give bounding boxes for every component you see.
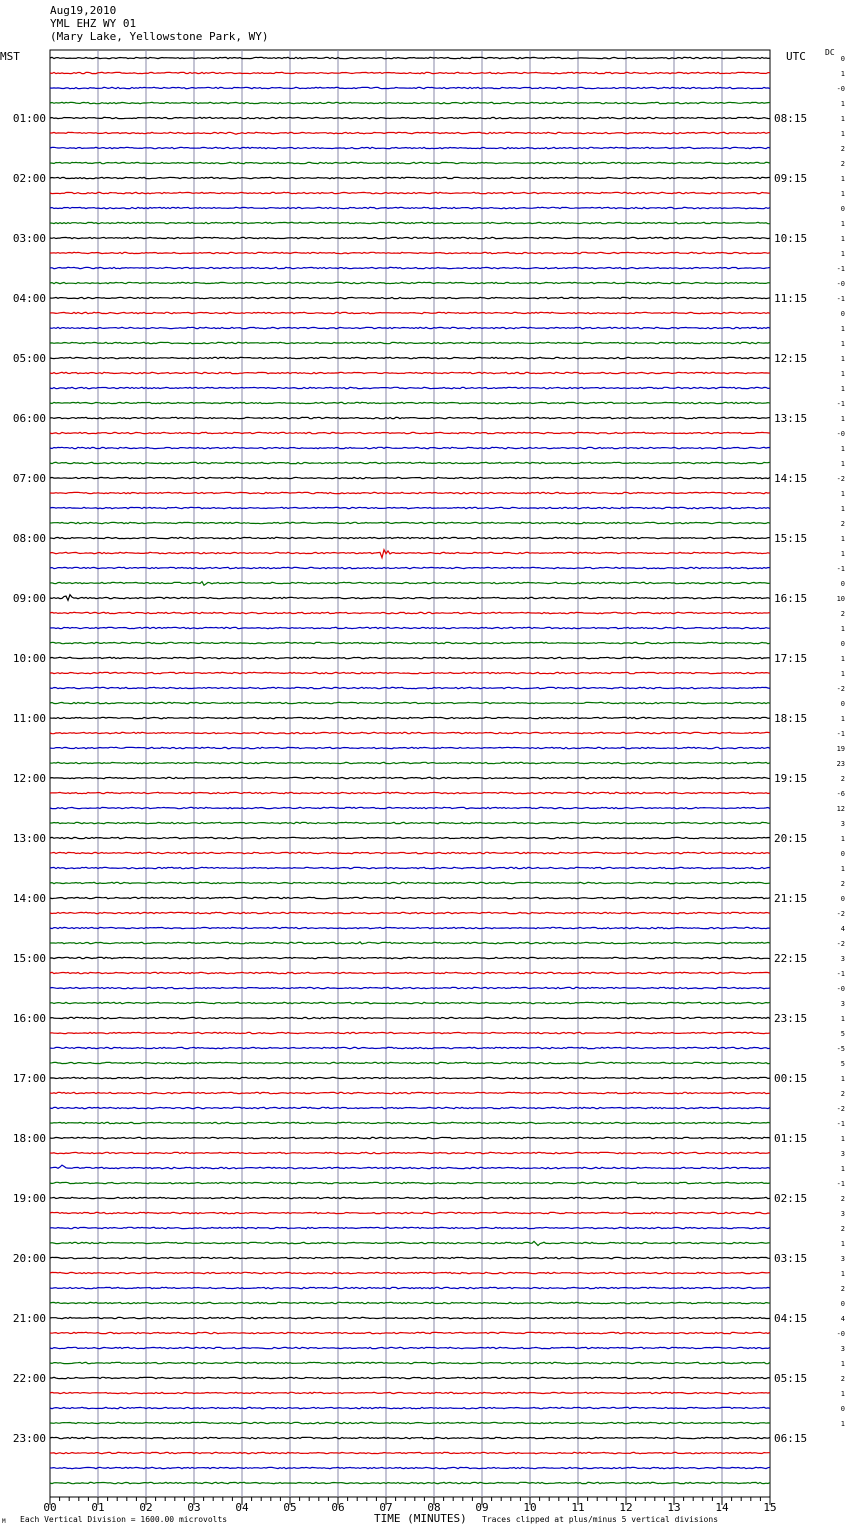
seismic-trace — [50, 117, 770, 118]
seismic-trace — [50, 432, 770, 433]
dc-offset-label: 3 — [840, 1150, 845, 1158]
right-hour-label: 21:15 — [774, 892, 808, 905]
dc-offset-label: 0 — [840, 205, 845, 213]
right-hour-label: 12:15 — [774, 352, 808, 365]
seismic-trace — [50, 595, 770, 601]
left-timezone-label: MST — [0, 50, 20, 63]
right-hour-label: 20:15 — [774, 832, 808, 845]
right-hour-label: 06:15 — [774, 1432, 808, 1445]
seismic-trace — [50, 1302, 770, 1303]
dc-offset-label: 1 — [840, 250, 845, 258]
seismic-trace — [50, 1197, 770, 1198]
seismic-trace — [50, 1422, 770, 1423]
seismic-trace — [50, 327, 770, 328]
seismic-trace — [50, 1332, 770, 1333]
seismic-trace — [50, 1482, 770, 1483]
seismic-trace — [50, 1467, 770, 1468]
left-hour-label: 07:00 — [12, 472, 46, 485]
dc-offset-label: 1 — [840, 340, 845, 348]
x-tick-label: 07 — [379, 1501, 393, 1514]
dc-offset-label: -1 — [836, 970, 845, 978]
dc-offset-label: 23 — [836, 760, 845, 768]
right-hour-label: 08:15 — [774, 112, 808, 125]
right-hour-label: 02:15 — [774, 1192, 808, 1205]
x-tick-label: 15 — [763, 1501, 777, 1514]
dc-offset-label: 0 — [840, 55, 845, 63]
left-hour-label: 18:00 — [12, 1132, 46, 1145]
left-hour-label: 19:00 — [12, 1192, 46, 1205]
seismic-trace — [50, 657, 770, 658]
seismic-trace — [50, 1182, 770, 1183]
x-tick-label: 13 — [667, 1501, 681, 1514]
left-hour-label: 23:00 — [12, 1432, 46, 1445]
dc-offset-label: 3 — [840, 1000, 845, 1008]
dc-offset-label: 2 — [840, 1225, 845, 1233]
seismic-trace — [50, 102, 770, 103]
seismic-trace — [50, 837, 770, 838]
right-hour-label: 05:15 — [774, 1372, 808, 1385]
left-hour-label: 03:00 — [12, 232, 46, 245]
x-tick-label: 10 — [523, 1501, 537, 1514]
dc-offset-label: -2 — [836, 910, 845, 918]
seismic-trace — [50, 222, 770, 223]
dc-offset-label: 1 — [840, 550, 845, 558]
left-hour-label: 05:00 — [12, 352, 46, 365]
right-hour-label: 15:15 — [774, 532, 808, 545]
dc-offset-label: 1 — [840, 130, 845, 138]
seismic-trace — [50, 882, 770, 883]
left-hour-label: 02:00 — [12, 172, 46, 185]
dc-offset-label: 1 — [840, 1165, 845, 1173]
seismic-trace — [50, 342, 770, 343]
header-location: (Mary Lake, Yellowstone Park, WY) — [50, 30, 269, 43]
seismic-trace — [50, 777, 770, 778]
dc-offset-label: 1 — [840, 1075, 845, 1083]
dc-offset-label: 3 — [840, 955, 845, 963]
dc-offset-label: 5 — [840, 1030, 845, 1038]
seismic-trace — [50, 207, 770, 208]
seismic-trace — [50, 972, 770, 973]
dc-offset-label: 2 — [840, 610, 845, 618]
seismic-trace — [50, 1032, 770, 1033]
seismic-trace — [50, 987, 770, 988]
seismic-trace — [50, 507, 770, 508]
seismic-trace — [50, 492, 770, 493]
dc-offset-label: 1 — [840, 115, 845, 123]
seismic-trace — [50, 1165, 770, 1169]
dc-column-label: DC — [825, 48, 835, 57]
seismic-trace — [50, 297, 770, 298]
seismic-trace — [50, 1077, 770, 1078]
seismic-trace — [50, 1257, 770, 1258]
seismic-trace — [50, 72, 770, 73]
left-hour-label: 14:00 — [12, 892, 46, 905]
seismic-trace — [50, 1017, 770, 1018]
right-hour-label: 18:15 — [774, 712, 808, 725]
dc-offset-label: 1 — [840, 220, 845, 228]
dc-offset-label: 1 — [840, 235, 845, 243]
seismic-trace — [50, 852, 770, 853]
seismic-trace — [50, 1047, 770, 1048]
dc-offset-label: 1 — [840, 1420, 845, 1428]
x-tick-label: 04 — [235, 1501, 249, 1514]
dc-offset-label: -0 — [836, 280, 845, 288]
right-hour-label: 19:15 — [774, 772, 808, 785]
seismic-trace — [50, 957, 770, 958]
seismic-trace — [50, 192, 770, 193]
left-hour-label: 04:00 — [12, 292, 46, 305]
seismic-trace — [50, 1407, 770, 1408]
dc-offset-label: 3 — [840, 820, 845, 828]
seismic-trace — [50, 1137, 770, 1138]
dc-offset-label: -1 — [836, 1180, 845, 1188]
dc-offset-label: 1 — [840, 1135, 845, 1143]
seismic-trace — [50, 822, 770, 823]
dc-offset-label: -2 — [836, 1105, 845, 1113]
left-hour-label: 12:00 — [12, 772, 46, 785]
right-hour-label: 03:15 — [774, 1252, 808, 1265]
dc-offset-label: 2 — [840, 520, 845, 528]
seismic-trace — [50, 357, 770, 358]
dc-offset-label: 2 — [840, 145, 845, 153]
x-tick-label: 08 — [427, 1501, 441, 1514]
dc-offset-label: 1 — [840, 190, 845, 198]
header-station: YML EHZ WY 01 — [50, 17, 137, 30]
seismic-trace — [50, 252, 770, 253]
dc-offset-label: 2 — [840, 1285, 845, 1293]
dc-offset-label: 3 — [840, 1345, 845, 1353]
dc-offset-label: 2 — [840, 160, 845, 168]
right-hour-label: 11:15 — [774, 292, 808, 305]
seismic-trace — [50, 747, 770, 748]
right-hour-label: 17:15 — [774, 652, 808, 665]
dc-offset-label: 1 — [840, 175, 845, 183]
dc-offset-label: 1 — [840, 100, 845, 108]
seismic-trace — [50, 942, 770, 944]
dc-offset-label: 1 — [840, 415, 845, 423]
dc-offset-label: 12 — [836, 805, 845, 813]
seismic-trace — [50, 1362, 770, 1363]
clip-note: Traces clipped at plus/minus 5 vertical divisions — [482, 1515, 719, 1524]
seismic-trace — [50, 672, 770, 673]
seismic-trace — [50, 732, 770, 733]
seismic-trace — [50, 1241, 770, 1245]
seismic-trace — [50, 582, 770, 586]
left-hour-label: 08:00 — [12, 532, 46, 545]
left-hour-label: 22:00 — [12, 1372, 46, 1385]
seismic-trace — [50, 567, 770, 568]
dc-offset-label: 1 — [840, 1390, 845, 1398]
dc-offset-label: -0 — [836, 430, 845, 438]
seismic-trace — [50, 867, 770, 868]
dc-offset-label: 0 — [840, 700, 845, 708]
right-hour-label: 01:15 — [774, 1132, 808, 1145]
dc-offset-label: 4 — [840, 1315, 845, 1323]
dc-offset-label: 19 — [836, 745, 845, 753]
seismic-trace — [50, 147, 770, 148]
dc-offset-label: 2 — [840, 1195, 845, 1203]
dc-offset-label: -1 — [836, 1120, 845, 1128]
dc-offset-label: 3 — [840, 1255, 845, 1263]
left-hour-label: 01:00 — [12, 112, 46, 125]
dc-offset-label: 3 — [840, 1210, 845, 1218]
left-hour-label: 06:00 — [12, 412, 46, 425]
dc-offset-label: 1 — [840, 715, 845, 723]
header-date: Aug19,2010 — [50, 4, 117, 17]
dc-offset-label: 0 — [840, 310, 845, 318]
plot-frame — [50, 50, 770, 1497]
seismic-trace — [50, 612, 770, 613]
left-hour-label: 17:00 — [12, 1072, 46, 1085]
dc-offset-label: -1 — [836, 565, 845, 573]
dc-offset-label: 1 — [840, 445, 845, 453]
seismic-trace — [50, 717, 770, 718]
dc-offset-label: 0 — [840, 1405, 845, 1413]
seismic-trace — [50, 1452, 770, 1453]
dc-offset-label: 1 — [840, 1240, 845, 1248]
seismic-trace — [50, 702, 770, 703]
dc-offset-label: 1 — [840, 670, 845, 678]
dc-offset-label: 1 — [840, 655, 845, 663]
seismic-trace — [50, 1062, 770, 1063]
left-hour-label: 10:00 — [12, 652, 46, 665]
seismic-trace — [50, 687, 770, 688]
dc-offset-label: 1 — [840, 1270, 845, 1278]
seismic-trace — [50, 1002, 770, 1003]
dc-offset-label: -2 — [836, 475, 845, 483]
seismic-trace — [50, 550, 770, 558]
left-hour-label: 20:00 — [12, 1252, 46, 1265]
dc-offset-label: 1 — [840, 490, 845, 498]
seismic-trace — [50, 162, 770, 163]
dc-offset-label: -5 — [836, 1045, 845, 1053]
dc-offset-label: -2 — [836, 940, 845, 948]
dc-offset-label: 1 — [840, 325, 845, 333]
dc-offset-label: 0 — [840, 640, 845, 648]
seismic-trace — [50, 1317, 770, 1318]
right-hour-label: 16:15 — [774, 592, 808, 605]
dc-offset-label: 1 — [840, 535, 845, 543]
dc-offset-label: -6 — [836, 790, 845, 798]
dc-offset-label: -1 — [836, 265, 845, 273]
dc-offset-label: -1 — [836, 400, 845, 408]
seismic-trace — [50, 927, 770, 928]
seismic-trace — [50, 282, 770, 283]
seismic-trace — [50, 537, 770, 538]
x-axis-title: TIME (MINUTES) — [374, 1512, 467, 1525]
dc-offset-label: 2 — [840, 775, 845, 783]
dc-offset-label: 4 — [840, 925, 845, 933]
dc-offset-label: 1 — [840, 70, 845, 78]
seismic-trace — [50, 417, 770, 418]
dc-offset-label: 0 — [840, 895, 845, 903]
dc-offset-label: 1 — [840, 460, 845, 468]
dc-offset-label: 1 — [840, 385, 845, 393]
seismic-trace — [50, 792, 770, 793]
seismic-trace — [50, 267, 770, 268]
x-tick-label: 12 — [619, 1501, 633, 1514]
scale-note: Each Vertical Division = 1600.00 microvolts — [20, 1515, 228, 1524]
left-hour-label: 15:00 — [12, 952, 46, 965]
right-hour-label: 04:15 — [774, 1312, 808, 1325]
seismic-trace — [50, 1437, 770, 1438]
seismic-trace — [50, 177, 770, 178]
dc-offset-label: 1 — [840, 505, 845, 513]
dc-offset-label: -0 — [836, 1330, 845, 1338]
right-hour-label: 13:15 — [774, 412, 808, 425]
dc-offset-label: -2 — [836, 685, 845, 693]
seismic-trace — [50, 1122, 770, 1123]
x-tick-label: 01 — [91, 1501, 105, 1514]
right-hour-label: 22:15 — [774, 952, 808, 965]
seismic-trace — [50, 1227, 770, 1228]
seismic-trace — [50, 807, 770, 808]
right-hour-label: 14:15 — [774, 472, 808, 485]
dc-offset-label: 0 — [840, 580, 845, 588]
x-tick-label: 14 — [715, 1501, 729, 1514]
seismic-trace — [50, 762, 770, 763]
seismic-trace — [50, 462, 770, 463]
seismic-trace — [50, 1092, 770, 1093]
x-tick-label: 11 — [571, 1501, 585, 1514]
dc-offset-label: 1 — [840, 625, 845, 633]
seismic-trace — [50, 387, 770, 388]
seismic-trace — [50, 642, 770, 643]
seismic-trace — [50, 912, 770, 913]
seismic-trace — [50, 1272, 770, 1273]
dc-offset-label: 1 — [840, 1360, 845, 1368]
right-hour-label: 10:15 — [774, 232, 808, 245]
dc-offset-label: 0 — [840, 850, 845, 858]
dc-offset-label: -1 — [836, 295, 845, 303]
left-hour-label: 11:00 — [12, 712, 46, 725]
dc-offset-label: 5 — [840, 1060, 845, 1068]
dc-offset-label: -0 — [836, 985, 845, 993]
right-hour-label: 23:15 — [774, 1012, 808, 1025]
seismic-trace — [50, 372, 770, 373]
dc-offset-label: -0 — [836, 85, 845, 93]
x-tick-label: 06 — [331, 1501, 345, 1514]
seismic-trace — [50, 1107, 770, 1108]
seismic-trace — [50, 477, 770, 478]
dc-offset-label: 1 — [840, 865, 845, 873]
dc-offset-label: 2 — [840, 880, 845, 888]
right-hour-label: 09:15 — [774, 172, 808, 185]
dc-offset-label: 10 — [836, 595, 845, 603]
x-tick-label: 03 — [187, 1501, 201, 1514]
dc-offset-label: -1 — [836, 730, 845, 738]
dc-offset-label: 1 — [840, 355, 845, 363]
left-hour-label: 13:00 — [12, 832, 46, 845]
seismic-trace — [50, 87, 770, 88]
dc-offset-label: 1 — [840, 1015, 845, 1023]
seismic-trace — [50, 312, 770, 313]
seismic-trace — [50, 1392, 770, 1393]
seismic-trace — [50, 1212, 770, 1213]
seismic-trace — [50, 1347, 770, 1348]
dc-offset-label: 1 — [840, 370, 845, 378]
right-hour-label: 00:15 — [774, 1072, 808, 1085]
right-timezone-label: UTC — [786, 50, 806, 63]
seismic-trace — [50, 1152, 770, 1153]
left-hour-label: 16:00 — [12, 1012, 46, 1025]
dc-offset-label: 2 — [840, 1375, 845, 1383]
seismic-trace — [50, 1287, 770, 1288]
x-tick-label: 00 — [43, 1501, 57, 1514]
dc-offset-label: 2 — [840, 1090, 845, 1098]
dc-offset-label: 0 — [840, 1300, 845, 1308]
seismic-trace — [50, 237, 770, 238]
seismic-trace — [50, 1377, 770, 1378]
left-hour-label: 09:00 — [12, 592, 46, 605]
seismic-trace — [50, 447, 770, 448]
seismic-trace — [50, 627, 770, 628]
footer-mark: M — [2, 1518, 6, 1525]
seismic-trace — [50, 522, 770, 523]
left-hour-label: 21:00 — [12, 1312, 46, 1325]
x-tick-label: 05 — [283, 1501, 297, 1514]
seismic-trace — [50, 57, 770, 58]
dc-offset-label: 1 — [840, 835, 845, 843]
x-tick-label: 09 — [475, 1501, 489, 1514]
seismic-trace — [50, 897, 770, 898]
seismic-trace — [50, 132, 770, 134]
x-tick-label: 02 — [139, 1501, 153, 1514]
seismic-trace — [50, 402, 770, 403]
